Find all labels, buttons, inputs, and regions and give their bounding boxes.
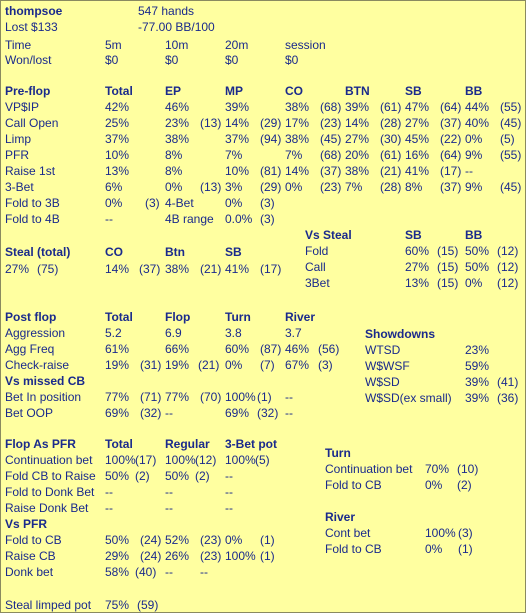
flop-pfr-col-0: Total: [105, 437, 133, 451]
postflop-row-label: Aggression: [5, 326, 66, 340]
river-row-label: Fold to CB: [325, 542, 382, 556]
flop-pfr-cell: 100%: [165, 453, 196, 467]
preflop-cell: 37%: [105, 132, 130, 146]
vs-pfr-cell: (40): [135, 565, 157, 579]
showdowns-value: 59%: [465, 359, 490, 373]
preflop-cell: 7%: [225, 148, 243, 162]
preflop-cell: (94): [260, 132, 282, 146]
vs-missed-cb-cell: (32): [257, 406, 279, 420]
turn-value: 0%: [425, 478, 443, 492]
preflop-cell: (17): [440, 164, 462, 178]
preflop-cell: (37): [440, 116, 462, 130]
postflop-title: Post flop: [5, 310, 57, 324]
flop-pfr-row-label: Continuation bet: [5, 453, 93, 467]
vs-missed-cb-title: Vs missed CB: [5, 374, 86, 388]
preflop-cell: (3): [145, 196, 160, 210]
preflop-title: Pre-flop: [5, 84, 51, 98]
preflop-cell: 14%: [225, 116, 250, 130]
vs-missed-cb-cell: (71): [140, 390, 162, 404]
postflop-cell: 3.8: [225, 326, 242, 340]
postflop-cell: (56): [318, 342, 340, 356]
player-name: thompsoe: [5, 4, 63, 18]
flop-pfr-cell: --: [165, 485, 173, 499]
turn-row-label: Fold to CB: [325, 478, 382, 492]
vs-missed-cb-cell: (32): [140, 406, 162, 420]
vs-pfr-cell: 26%: [165, 549, 190, 563]
preflop-cell: (64): [440, 148, 462, 162]
flop-pfr-col-2: 3-Bet pot: [225, 437, 277, 451]
vs-pfr-cell: 52%: [165, 533, 190, 547]
preflop-cell: (13): [200, 180, 222, 194]
vs-missed-cb-cell: --: [285, 390, 293, 404]
preflop-cell: 3%: [225, 180, 243, 194]
flop-pfr-cell: (12): [195, 453, 217, 467]
preflop-row-label: Fold to 4B: [5, 212, 60, 226]
steal-cell: (17): [260, 262, 282, 276]
turn-count: (10): [457, 462, 479, 476]
flop-pfr-cell: 50%: [105, 469, 130, 483]
vs-steal-cell: 50%: [465, 244, 490, 258]
postflop-cell: (7): [260, 358, 275, 372]
postflop-col-1: Flop: [165, 310, 191, 324]
postflop-cell: 3.7: [285, 326, 302, 340]
vs-missed-cb-cell: 77%: [165, 390, 190, 404]
preflop-row-label: Fold to 3B: [5, 196, 60, 210]
vs-missed-cb-row-label: Bet OOP: [5, 406, 54, 420]
preflop-cell: 10%: [105, 148, 130, 162]
preflop-cell: 42%: [105, 100, 130, 114]
showdowns-title: Showdowns: [365, 327, 435, 341]
preflop-row-label: VP$IP: [5, 100, 40, 114]
vs-pfr-cell: (1): [260, 533, 275, 547]
vs-pfr-cell: (1): [260, 549, 275, 563]
steal-cell: 14%: [105, 262, 130, 276]
vs-steal-cell: (15): [437, 244, 459, 258]
vs-missed-cb-cell: 69%: [225, 406, 250, 420]
preflop-cell: (37): [320, 164, 342, 178]
preflop-cell: 46%: [165, 100, 190, 114]
preflop-cell: 40%: [465, 116, 490, 130]
vs-pfr-row-label: Donk bet: [5, 565, 54, 579]
preflop-cell: (21): [380, 164, 402, 178]
vs-steal-cell: 27%: [405, 260, 430, 274]
flop-pfr-cell: --: [165, 501, 173, 515]
preflop-cell: (68): [320, 148, 342, 162]
steal-total-value: 27%: [5, 262, 30, 276]
vs-steal-row-label: Fold: [305, 244, 329, 258]
river-count: (1): [458, 542, 473, 556]
flop-pfr-cell: 100%: [225, 453, 256, 467]
postflop-cell: 6.9: [165, 326, 182, 340]
preflop-col-5: SB: [405, 84, 422, 98]
preflop-cell: 25%: [105, 116, 130, 130]
flop-pfr-cell: --: [225, 485, 233, 499]
vs-steal-col-sb: SB: [405, 228, 422, 242]
river-value: 0%: [425, 542, 443, 556]
turn-title: Turn: [325, 446, 351, 460]
steal-col-2: SB: [225, 245, 242, 259]
postflop-cell: 19%: [105, 358, 130, 372]
vs-pfr-cell: (23): [200, 533, 222, 547]
postflop-cell: 60%: [225, 342, 250, 356]
turn-value: 70%: [425, 462, 450, 476]
preflop-row-label: Limp: [5, 132, 32, 146]
flop-pfr-cell: (5): [255, 453, 270, 467]
vs-steal-cell: 0%: [465, 276, 483, 290]
vs-pfr-row-label: Fold to CB: [5, 533, 62, 547]
vs-missed-cb-cell: 69%: [105, 406, 130, 420]
preflop-cell: 20%: [345, 148, 370, 162]
vs-steal-cell: (12): [497, 276, 519, 290]
showdowns-row-label: W$SD: [365, 375, 400, 389]
preflop-col-6: BB: [465, 84, 483, 98]
preflop-cell: 38%: [285, 100, 310, 114]
vs-pfr-cell: 29%: [105, 549, 130, 563]
preflop-cell: 4-Bet: [165, 196, 194, 210]
preflop-cell: (28): [380, 116, 402, 130]
preflop-cell: 0.0%: [225, 212, 253, 226]
preflop-cell: 38%: [285, 132, 310, 146]
vs-steal-row-label: Call: [305, 260, 326, 274]
preflop-cell: 17%: [285, 116, 310, 130]
postflop-cell: 46%: [285, 342, 310, 356]
flop-pfr-cell: --: [225, 501, 233, 515]
vs-pfr-cell: 58%: [105, 565, 130, 579]
vs-steal-cell: 60%: [405, 244, 430, 258]
postflop-cell: (87): [260, 342, 282, 356]
vs-steal-cell: (15): [437, 276, 459, 290]
preflop-cell: 41%: [405, 164, 430, 178]
steal-cell: 38%: [165, 262, 190, 276]
preflop-cell: 7%: [285, 148, 303, 162]
preflop-cell: 47%: [405, 100, 430, 114]
vs-steal-col-bb: BB: [465, 228, 483, 242]
preflop-cell: 10%: [225, 164, 250, 178]
preflop-cell: (23): [320, 180, 342, 194]
preflop-cell: 39%: [225, 100, 250, 114]
steal-cell: 41%: [225, 262, 250, 276]
preflop-cell: (55): [500, 148, 522, 162]
preflop-cell: (22): [440, 132, 462, 146]
preflop-cell: 4B range: [165, 212, 214, 226]
vs-pfr-cell: 50%: [105, 533, 130, 547]
flop-pfr-title: Flop As PFR: [5, 437, 76, 451]
preflop-cell: (3): [260, 196, 275, 210]
showdowns-value: 39%: [465, 375, 490, 389]
flop-pfr-cell: --: [225, 469, 233, 483]
vs-steal-title: Vs Steal: [305, 228, 352, 242]
steal-total-title: Steal (total): [5, 245, 71, 259]
wonlost-val-2: $0: [225, 53, 239, 67]
preflop-cell: (29): [260, 180, 282, 194]
flop-pfr-cell: (17): [135, 453, 157, 467]
postflop-col-2: Turn: [225, 310, 251, 324]
preflop-cell: 27%: [405, 116, 430, 130]
showdowns-row-label: W$SD(ex small): [365, 391, 452, 405]
time-col-1: 10m: [165, 38, 189, 52]
steal-limped-label: Steal limped pot: [5, 598, 92, 612]
vs-pfr-cell: (24): [140, 549, 162, 563]
preflop-cell: (68): [320, 100, 342, 114]
preflop-cell: 45%: [405, 132, 430, 146]
steal-cell: (21): [200, 262, 222, 276]
postflop-row-label: Agg Freq: [5, 342, 55, 356]
preflop-cell: (45): [500, 180, 522, 194]
preflop-cell: 16%: [405, 148, 430, 162]
preflop-cell: 44%: [465, 100, 490, 114]
preflop-cell: (45): [320, 132, 342, 146]
vs-missed-cb-cell: (1): [257, 390, 272, 404]
vs-pfr-cell: 100%: [225, 549, 256, 563]
bb-per-100: -77.00 BB/100: [138, 20, 215, 34]
vs-missed-cb-cell: --: [285, 406, 293, 420]
preflop-cell: (30): [380, 132, 402, 146]
river-title: River: [325, 510, 356, 524]
steal-col-0: CO: [105, 245, 123, 259]
time-label: Time: [5, 38, 32, 52]
preflop-cell: (3): [260, 212, 275, 226]
vs-missed-cb-row-label: Bet In position: [5, 390, 82, 404]
preflop-row-label: PFR: [5, 148, 29, 162]
preflop-cell: --: [105, 212, 113, 226]
vs-pfr-cell: --: [165, 565, 173, 579]
flop-pfr-cell: 100%: [105, 453, 136, 467]
flop-pfr-cell: --: [105, 485, 113, 499]
preflop-cell: 38%: [345, 164, 370, 178]
preflop-cell: 7%: [345, 180, 363, 194]
preflop-cell: 0%: [165, 180, 183, 194]
postflop-cell: (3): [318, 358, 333, 372]
preflop-cell: (61): [380, 100, 402, 114]
preflop-cell: 14%: [345, 116, 370, 130]
preflop-cell: 27%: [345, 132, 370, 146]
vs-missed-cb-cell: 77%: [105, 390, 130, 404]
vs-pfr-row-label: Raise CB: [5, 549, 56, 563]
postflop-cell: 61%: [105, 342, 130, 356]
flop-pfr-row-label: Raise Donk Bet: [5, 501, 89, 515]
preflop-cell: 9%: [465, 148, 483, 162]
time-col-3: session: [285, 38, 326, 52]
vs-pfr-cell: (24): [140, 533, 162, 547]
preflop-col-2: MP: [225, 84, 243, 98]
preflop-col-3: CO: [285, 84, 303, 98]
preflop-cell: 9%: [465, 180, 483, 194]
turn-row-label: Continuation bet: [325, 462, 413, 476]
postflop-col-0: Total: [105, 310, 133, 324]
preflop-cell: 8%: [405, 180, 423, 194]
postflop-cell: (31): [140, 358, 162, 372]
vs-missed-cb-cell: 100%: [225, 390, 256, 404]
vs-missed-cb-cell: --: [165, 406, 173, 420]
preflop-cell: --: [465, 164, 473, 178]
steal-total-count: (75): [37, 262, 59, 276]
preflop-col-1: EP: [165, 84, 182, 98]
vs-steal-cell: (15): [437, 260, 459, 274]
preflop-row-label: 3-Bet: [5, 180, 34, 194]
preflop-cell: 39%: [345, 100, 370, 114]
preflop-cell: 8%: [165, 164, 183, 178]
preflop-col-4: BTN: [345, 84, 370, 98]
preflop-cell: 8%: [165, 148, 183, 162]
preflop-cell: (29): [260, 116, 282, 130]
vs-steal-cell: (12): [497, 244, 519, 258]
flop-pfr-row-label: Fold to Donk Bet: [5, 485, 95, 499]
vs-pfr-cell: --: [200, 565, 208, 579]
wonlost-label: Won/lost: [5, 53, 52, 67]
preflop-cell: (45): [500, 116, 522, 130]
postflop-cell: (21): [198, 358, 220, 372]
lost-amount: Lost $133: [5, 20, 58, 34]
vs-steal-cell: 50%: [465, 260, 490, 274]
preflop-cell: 0%: [285, 180, 303, 194]
preflop-cell: (23): [320, 116, 342, 130]
showdowns-count: (36): [497, 391, 519, 405]
vs-pfr-title: Vs PFR: [5, 517, 48, 531]
postflop-cell: 66%: [165, 342, 190, 356]
flop-pfr-cell: (2): [135, 469, 150, 483]
showdowns-value: 39%: [465, 391, 490, 405]
postflop-cell: 67%: [285, 358, 310, 372]
preflop-cell: 14%: [285, 164, 310, 178]
steal-limped-value: 75%: [105, 598, 130, 612]
flop-pfr-cell: (2): [195, 469, 210, 483]
flop-pfr-col-1: Regular: [165, 437, 210, 451]
preflop-cell: (37): [440, 180, 462, 194]
preflop-cell: (13): [200, 116, 222, 130]
preflop-row-label: Call Open: [5, 116, 59, 130]
preflop-cell: (64): [440, 100, 462, 114]
postflop-cell: 19%: [165, 358, 190, 372]
preflop-cell: 38%: [165, 132, 190, 146]
time-col-0: 5m: [105, 38, 122, 52]
preflop-cell: (61): [380, 148, 402, 162]
river-row-label: Cont bet: [325, 526, 371, 540]
preflop-cell: 23%: [165, 116, 190, 130]
preflop-cell: 6%: [105, 180, 123, 194]
vs-pfr-cell: 0%: [225, 533, 243, 547]
wonlost-val-0: $0: [105, 53, 119, 67]
postflop-col-3: River: [285, 310, 316, 324]
vs-missed-cb-cell: (70): [200, 390, 222, 404]
flop-pfr-cell: --: [105, 501, 113, 515]
showdowns-value: 23%: [465, 343, 490, 357]
steal-cell: (37): [139, 262, 161, 276]
vs-steal-cell: 13%: [405, 276, 430, 290]
showdowns-row-label: W$WSF: [365, 359, 410, 373]
preflop-cell: 37%: [225, 132, 250, 146]
preflop-cell: 0%: [465, 132, 483, 146]
vs-steal-row-label: 3Bet: [305, 276, 330, 290]
hands-count: 547 hands: [138, 4, 195, 18]
preflop-cell: 0%: [225, 196, 243, 210]
wonlost-val-3: $0: [285, 53, 299, 67]
river-count: (3): [458, 526, 473, 540]
preflop-col-0: Total: [105, 84, 133, 98]
preflop-cell: (81): [260, 164, 282, 178]
preflop-cell: (55): [500, 100, 522, 114]
time-col-2: 20m: [225, 38, 249, 52]
showdowns-count: (41): [497, 375, 519, 389]
preflop-cell: (28): [380, 180, 402, 194]
showdowns-row-label: WTSD: [365, 343, 401, 357]
postflop-cell: 5.2: [105, 326, 122, 340]
vs-pfr-cell: (23): [200, 549, 222, 563]
vs-steal-cell: (12): [497, 260, 519, 274]
postflop-cell: 0%: [225, 358, 243, 372]
postflop-row-label: Check-raise: [5, 358, 70, 372]
flop-pfr-cell: 50%: [165, 469, 190, 483]
steal-limped-count: (59): [137, 598, 159, 612]
steal-col-1: Btn: [165, 245, 185, 259]
flop-pfr-row-label: Fold CB to Raise: [5, 469, 96, 483]
river-value: 100%: [425, 526, 456, 540]
turn-count: (2): [457, 478, 472, 492]
preflop-cell: (5): [500, 132, 515, 146]
preflop-row-label: Raise 1st: [5, 164, 56, 178]
wonlost-val-1: $0: [165, 53, 179, 67]
preflop-cell: 13%: [105, 164, 130, 178]
preflop-cell: 0%: [105, 196, 123, 210]
